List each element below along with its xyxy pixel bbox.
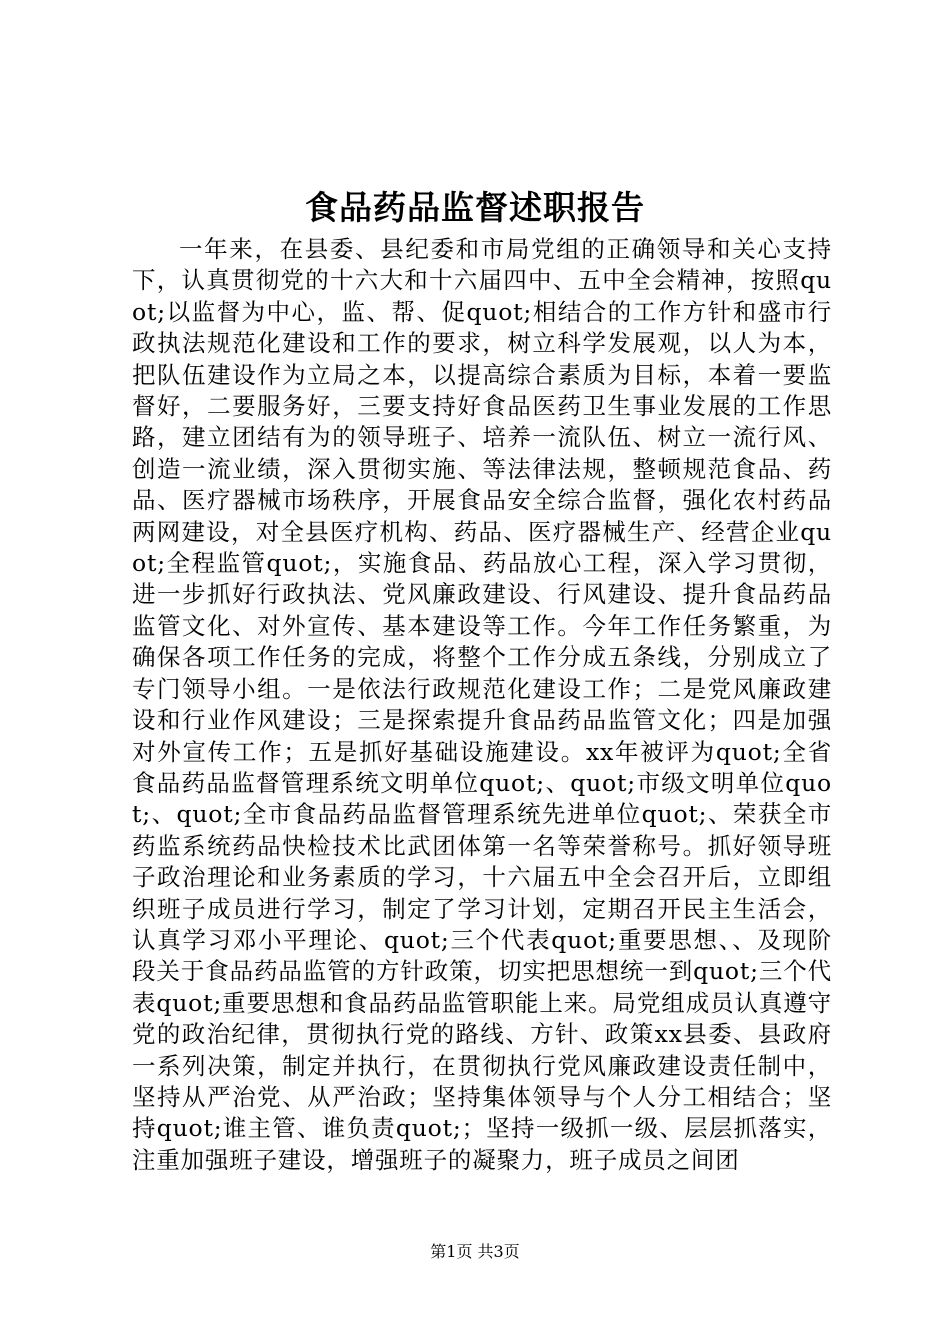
- document-title: 食品药品监督述职报告: [305, 188, 645, 227]
- page-number-footer: 第1页 共3页: [430, 1242, 520, 1261]
- body-paragraph: 一年来，在县委、县纪委和市局党组的正确领导和关心支持下，认真贯彻党的十六大和十六届四中、五中全会精神，按照quot;以监督为中心，监、帮、促quot;相结合的工作方针和盛市行政执法规范化建设和工作的要求，树立科学发展观，以人为本，把队伍建设作为立局之本，以提高综合素质为目标，本着一要监督好，二要服务好，三要支持好食品医药卫生事业发展的工作思路，建立团结有为的领导班子、培养一流队伍、树立一流行风、创造一流业绩，深入贯彻实施、等法律法规，整顿规范食品、药品、医疗器械市场秩序，开展食品安全综合监督，强化农村药品两网建设，对全县医疗机构、药品、医疗器械生产、经营企业quot;全程监管quot;，实施食品、药品放心工程，深入学习贯彻，进一步抓好行政执法、党风廉政建设、行风建设、提升食品药品监管文化、对外宣传、基本建设等工作。今年工作任务繁重，为确保各项工作任务的完成，将整个工作分成五条线，分别成立了专门领导小组。一是依法行政规范化建设工作；二是党风廉政建设和行业作风建设；三是探索提升食品药品监管文化；四是加强对外宣传工作；五是抓好基础设施建设。xx年被评为quot;全省食品药品监督管理系统文明单位quot;、quot;市级文明单位quot;、quot;全市食品药品监督管理系统先进单位quot;、荣获全市药监系统药品快检技术比武团体第一名等荣誉称号。抓好领导班子政治理论和业务素质的学习，十六届五中全会召开后，立即组织班子成员进行学习，制定了学习计划，定期召开民主生活会，认真学习邓小平理论、quot;三个代表quot;重要思想、、及现阶段关于食品药品监管的方针政策，切实把思想统一到quot;三个代表quot;重要思想和食品药品监管职能上来。局党组成员认真遵守党的政治纪律，贯彻执行党的路线、方针、政策xx县委、县政府一系列决策，制定并执行，在贯彻执行党风廉政建设责任制中，坚持从严治党、从严治政；坚持集体领导与个人分工相结合；坚持quot;谁主管、谁负责quot;；坚持一级抓一级、层层抓落实，注重加强班子建设，增强班子的凝聚力，班子成员之间团: [132, 235, 832, 1174]
